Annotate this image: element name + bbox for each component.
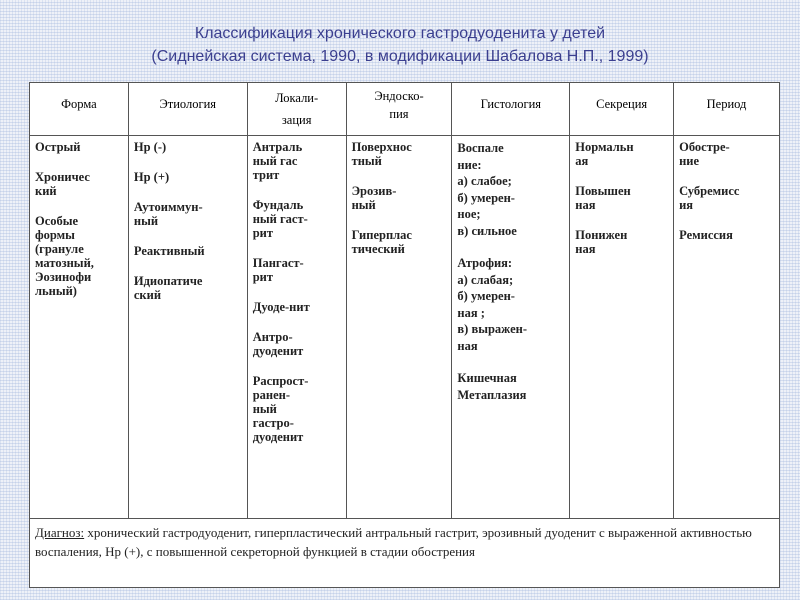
endoscopy-item: Гиперплас тический (351, 228, 412, 256)
histology-item: Кишечная Метаплазия (457, 371, 527, 402)
cell-histology (452, 136, 570, 519)
localization-item: Фундаль ный гаст- рит (252, 198, 308, 240)
diagnosis-text: хронический гастродуоденит, гиперпластический антральный гастрит, эрозивный дуоденит с выраженной активностью воспаления, Нр (+), с повышенной секреторной функцией в стадии обострения (35, 525, 752, 559)
form-item: Хроничес кий (35, 170, 90, 198)
header-secretion: Секреция (570, 83, 674, 136)
period-item: Обостре- ние (679, 140, 730, 168)
cell-endoscopy (346, 136, 452, 519)
cell-localization (247, 136, 346, 519)
cell-form (30, 136, 129, 519)
period-item: Субремисс ия (679, 184, 740, 212)
endoscopy-item: Эрозив- ный (351, 184, 397, 212)
secretion-item: Понижен ная (575, 228, 628, 256)
localization-item: Распрост- ранен- ный гастро- дуоденит (252, 374, 309, 444)
header-form: Форма (30, 83, 129, 136)
header-row (30, 83, 780, 136)
secretion-item: Повышен ная (575, 184, 631, 212)
header-period: Период (674, 83, 780, 136)
localization-item: Пангаст- рит (252, 256, 304, 284)
localization-item: Антро- дуоденит (252, 330, 304, 358)
etiology-item: Нр (+) (133, 170, 170, 184)
cell-etiology (128, 136, 247, 519)
localization-item: Антраль ный гас трит (252, 140, 303, 182)
etiology-item: Аутоиммун- ный (133, 200, 203, 228)
header-etiology: Этиология (128, 83, 247, 136)
form-item: Острый (35, 140, 81, 154)
endoscopy-item: Поверхнос тный (351, 140, 412, 168)
diagnosis-row (30, 519, 780, 588)
histology-item: Воспале ние: а) слабое; б) умерен- ное; в) сильное (457, 141, 517, 238)
header-localization: Локали- зация (247, 83, 346, 136)
cell-secretion (570, 136, 674, 519)
form-item: Особые формы (грануле матозный, Эозинофи льный) (35, 214, 94, 298)
header-endoscopy: Эндоско- пия (346, 83, 452, 136)
etiology-item: Реактивный (133, 244, 205, 258)
diagnosis-cell (30, 519, 780, 588)
classification-table (29, 82, 780, 588)
secretion-item: Нормальн ая (575, 140, 634, 168)
etiology-item: Идиопатиче ский (133, 274, 203, 302)
period-item: Ремиссия (679, 228, 733, 242)
slide-title (0, 22, 800, 68)
etiology-item: Нр (-) (133, 140, 167, 154)
localization-item: Дуоде-нит (252, 300, 310, 314)
cell-period (674, 136, 780, 519)
diagnosis-label: Диагноз: (35, 525, 85, 540)
content-row (30, 136, 780, 519)
histology-item: Атрофия: а) слабая; б) умерен- ная ; в) выражен- ная (457, 256, 527, 353)
title-line-1: Классификация хронического гастродуоденита у детей (194, 25, 606, 42)
title-line-2: (Сиднейская система, 1990, в модификации Шабалова Н.П., 1999) (151, 48, 649, 65)
header-histology: Гистология (452, 83, 570, 136)
